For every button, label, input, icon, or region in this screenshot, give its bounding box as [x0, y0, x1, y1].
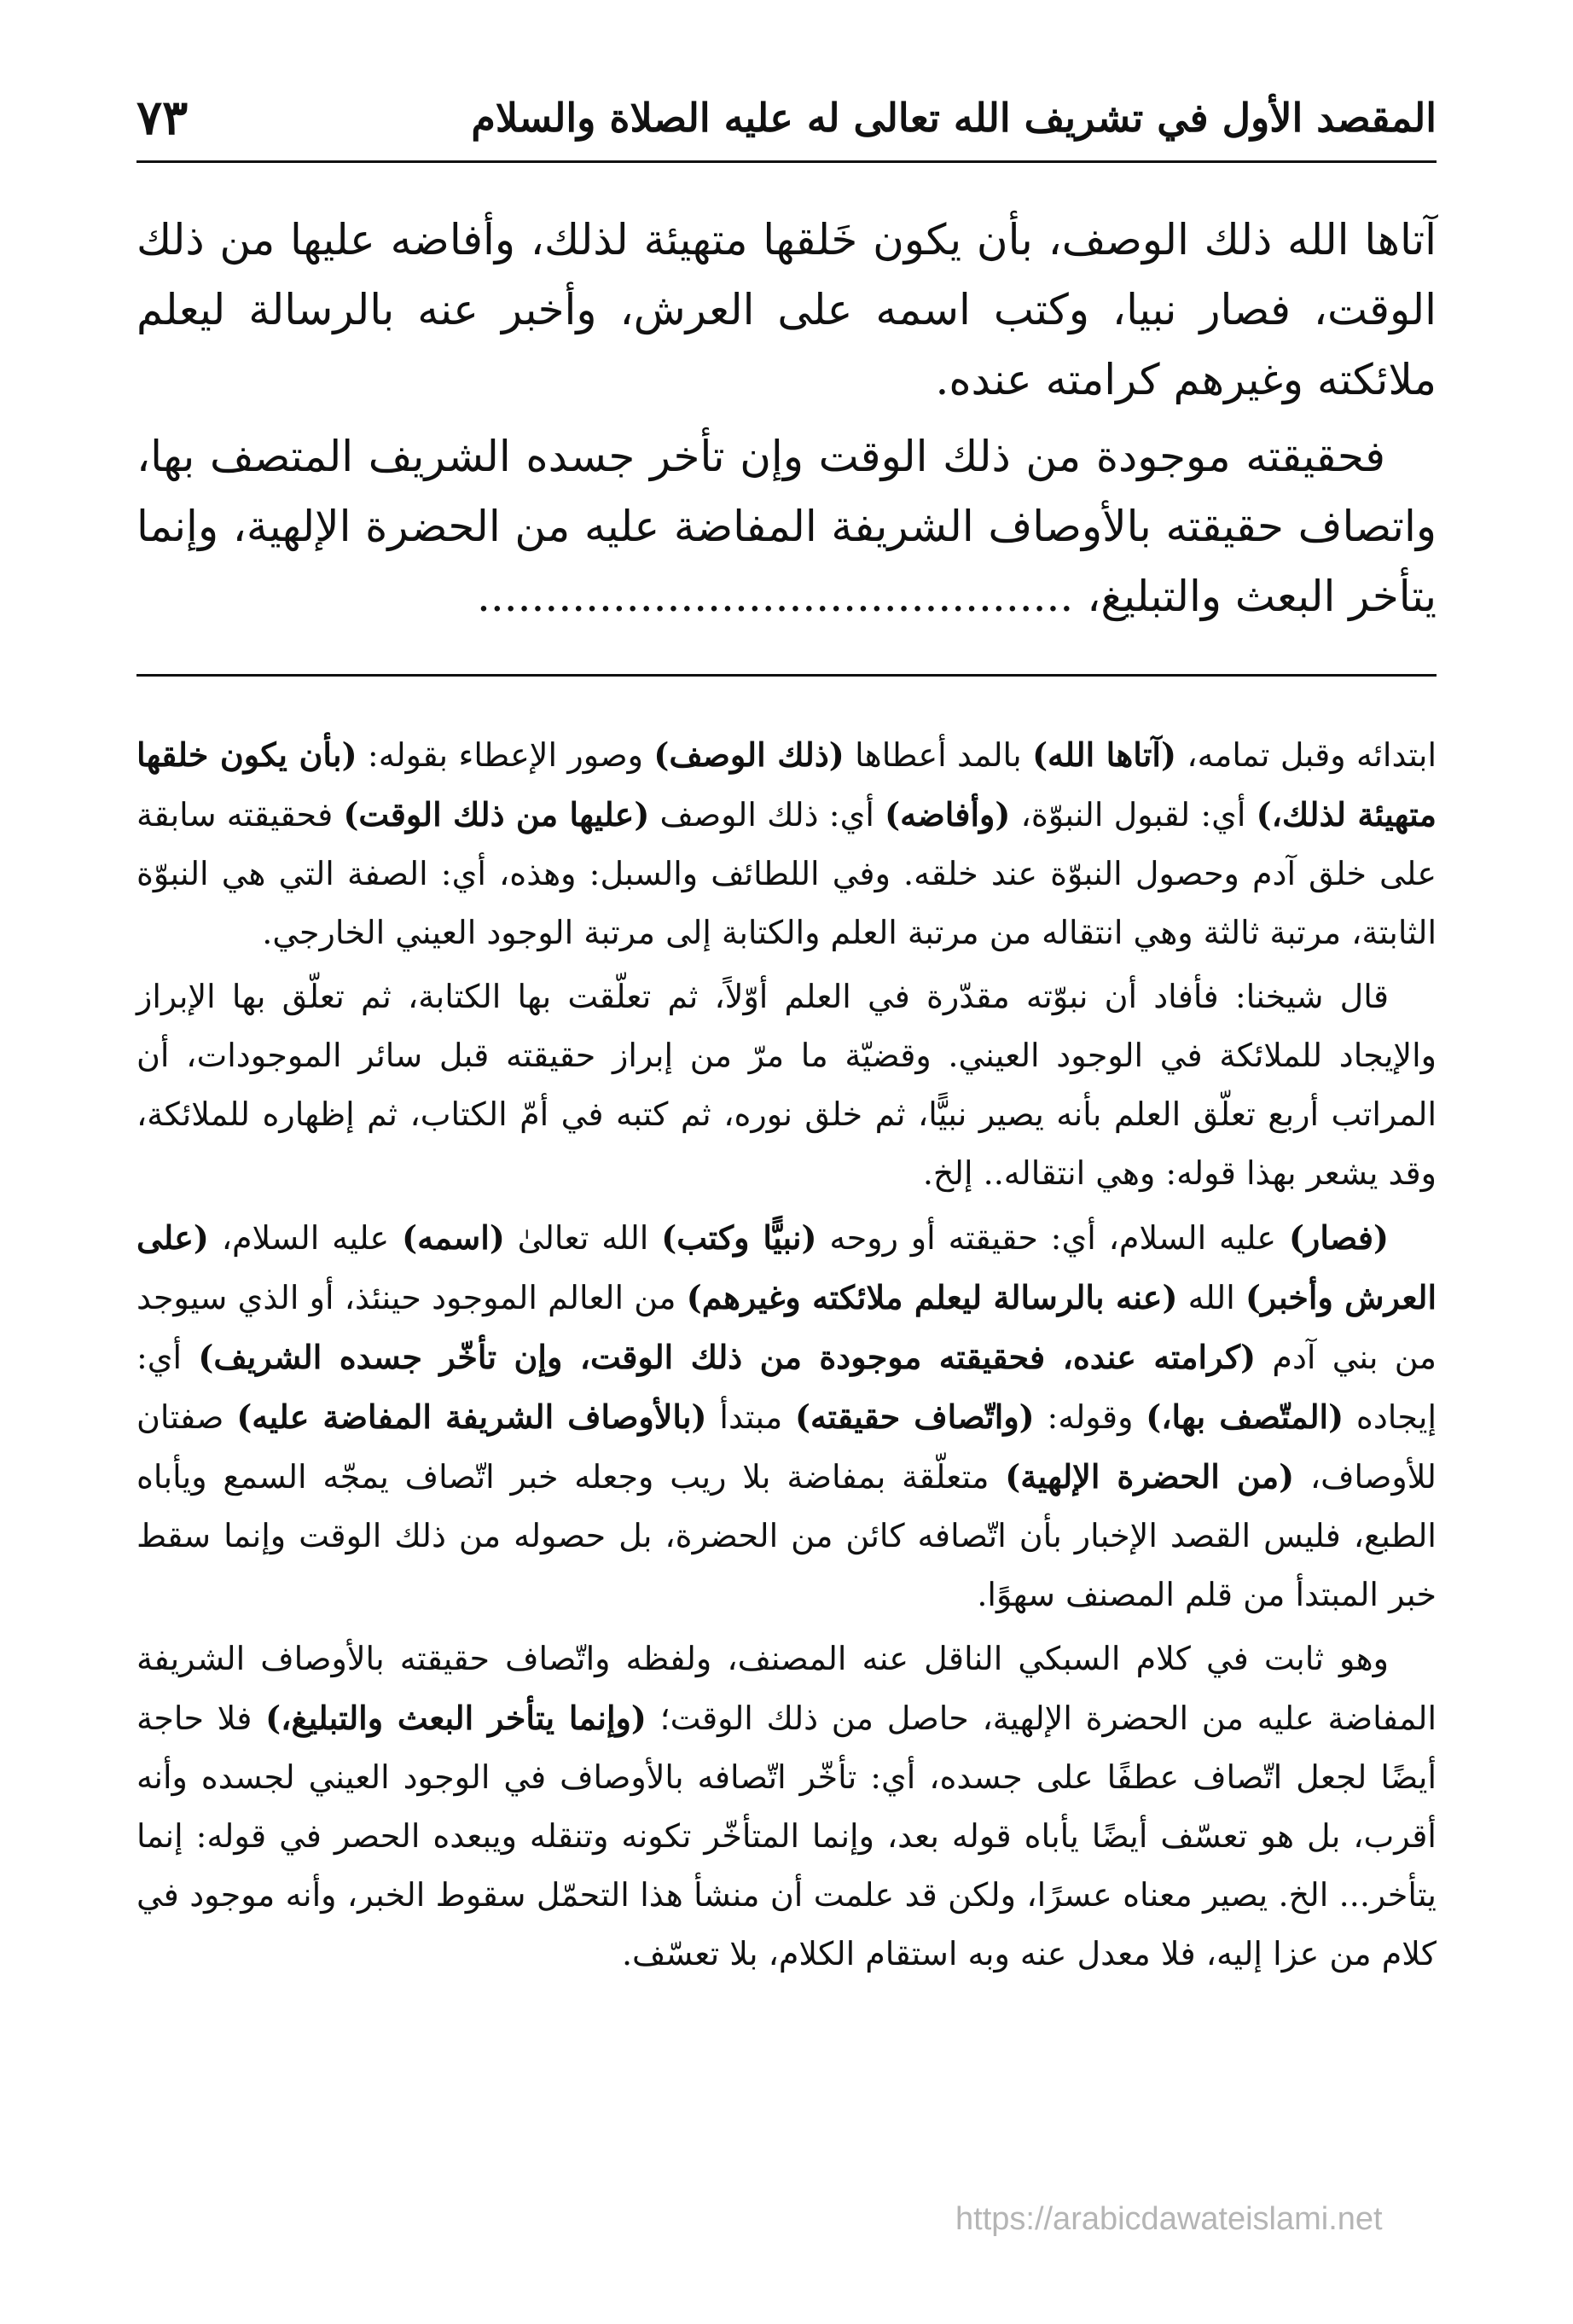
commentary-text: أي: لقبول النبوّة،: [1010, 796, 1257, 834]
commentary-text: وهو ثابت في كلام السبكي الناقل عنه المصنف، ولفظه واتّصاف حقيقته بالأوصاف الشريفة المفاضة عليه من الحضرة الإلهية، حاصل من ذلك الوقت؛: [136, 1640, 1437, 1737]
page-header: [136, 78, 1437, 157]
commentary-paragraph: [136, 967, 1437, 1203]
commentary-text: صفتان للأوصاف،: [136, 1398, 1437, 1496]
commentary-text: عليه السلام،: [208, 1219, 403, 1257]
header-rule: [136, 160, 1437, 163]
commentary-text: ابتدائه وقبل تمامه،: [1175, 736, 1437, 774]
quoted-main-text: (عليها من ذلك الوقت): [343, 795, 650, 834]
commentary-text: الله: [1177, 1279, 1245, 1316]
quoted-main-text: (ذلك الوصف): [653, 735, 845, 774]
commentary-text: عليه السلام، أي: حقيقته أو روحه: [816, 1219, 1289, 1257]
quoted-main-text: (آتاها الله): [1032, 735, 1176, 774]
commentary-text: فحقيقته سابقة على خلق آدم وحصول النبوّة عند خلقه. وفي اللطائف والسبل: وهذه، أي: الصفة التي هي النبوّة الثابتة، مرتبة ثالثة وهي انتقاله من مرتبة العلم والكتابة إلى مرتبة الوجود العيني الخارجي.: [136, 796, 1437, 951]
main-paragraph: [136, 421, 1437, 631]
quoted-main-text: (نبيًّا وكتب): [661, 1218, 817, 1257]
page-number: ٧٣: [136, 90, 189, 146]
commentary-paragraph: [136, 1630, 1437, 1984]
main-paragraph-text: فحقيقته موجودة من ذلك الوقت وإن تأخر جسده الشريف المتصف بها، واتصاف حقيقته بالأوصاف الشريفة المفاضة عليه من الحضرة الإلهية، وإنما يتأخر البعث والتبليغ،: [136, 432, 1437, 621]
quoted-main-text: (على العرش وأخبر): [136, 1218, 1437, 1316]
commentary-text: فلا حاجة أيضًا لجعل اتّصاف عطفًا على جسده، أي: تأخّر اتّصافه بالأوصاف في الوجود العيني لجسده وأنه أقرب، بل هو تعسّف أيضًا يأباه قوله بعد، وإنما المتأخّر تكونه وتنقله ويبعده الحصر في قوله: إنما يتأخر... الخ. يصير معناه عسرًا، ولكن قد علمت أن منشأ هذا التحمّل سقوط الخبر، وأنه موجود في كلام من عزا إليه، فلا معدل عنه وبه استقام الكلام، بلا تعسّف.: [136, 1699, 1437, 1972]
quoted-main-text: (بالأوصاف الشريفة المفاضة عليه): [236, 1397, 707, 1436]
commentary-text: وصور الإعطاء بقوله:: [357, 736, 654, 774]
commentary: [136, 725, 1437, 1989]
running-title: المقصد الأول في تشريف الله تعالى له عليه الصلاة والسلام: [471, 95, 1437, 141]
quoted-main-text: (كرامته عنده، فحقيقته موجودة من ذلك الوقت، وإن تأخّر جسده الشريف): [198, 1338, 1257, 1376]
commentary-text: بالمد أعطاها: [844, 736, 1033, 774]
commentary-text: من العالم الموجود حينئذ، أو الذي سيوجد من بني آدم: [136, 1279, 1437, 1376]
quoted-main-text: (عنه بالرسالة ليعلم ملائكته وغيرهم): [686, 1278, 1178, 1316]
quoted-main-text: (المتّصف بها،): [1146, 1397, 1344, 1436]
quoted-main-text: (من الحضرة الإلهية): [1005, 1457, 1295, 1496]
main-paragraph: آتاها الله ذلك الوصف، بأن يكون خَلقها متهيئة لذلك، وأفاضه عليها من ذلك الوقت، فصار نبيا، وكتب اسمه على العرش، وأخبر عنه بالرسالة ليعلم ملائكته وغيرهم كرامته عنده.: [136, 215, 1437, 404]
commentary-paragraph: [136, 1208, 1437, 1624]
commentary-text: مبتدأ: [706, 1398, 796, 1436]
quoted-main-text: (فصار): [1288, 1218, 1389, 1257]
commentary-text: الله تعالىٰ: [504, 1219, 662, 1257]
watermark-url: https://arabicdawateislami.net: [955, 2201, 1383, 2237]
continuation-dots: ............................................: [476, 572, 1074, 621]
commentary-text: أي: ذلك الوصف: [649, 796, 885, 834]
commentary-paragraph: [136, 725, 1437, 962]
commentary-text: قال شيخنا: فأفاد أن نبوّته مقدّرة في العلم أوّلاً، ثم تعلّقت بها الكتابة، ثم تعلّق بها الإبراز والإيجاد للملائكة في الوجود العيني. وقضيّة ما مرّ من إبراز حقيقته قبل سائر الموجودات، أن المراتب أربع تعلّق العلم بأنه يصير نبيًّا، ثم خلق نوره، ثم كتبه في أمّ الكتاب، ثم إظهاره للملائكة، وقد يشعر بهذا قوله: وهي انتقاله.. إلخ.: [136, 978, 1437, 1192]
quoted-main-text: (بأن يكون خلقها متهيئة لذلك،): [136, 735, 1437, 834]
commentary-text: أي: إيجاده: [136, 1339, 1437, 1436]
commentary-text: متعلّقة بمفاضة بلا ريب وجعله خبر اتّصاف يمجّه السمع ويأباه الطبع، فليس القصد الإخبار بأن اتّصافه كائن من الحضرة، بل حصوله من ذلك الوقت وإنما سقط خبر المبتدأ من قلم المصنف سهوًا.: [136, 1458, 1437, 1613]
quoted-main-text: (وأفاضه): [885, 795, 1011, 834]
quoted-main-text: (واتّصاف حقيقته): [795, 1397, 1035, 1436]
footnote-separator-rule: [136, 674, 1437, 677]
commentary-text: وقوله:: [1034, 1398, 1146, 1436]
main-text: [136, 205, 1437, 638]
quoted-main-text: (وإنما يتأخر البعث والتبليغ،): [265, 1699, 647, 1737]
quoted-main-text: (اسمه): [402, 1218, 505, 1257]
